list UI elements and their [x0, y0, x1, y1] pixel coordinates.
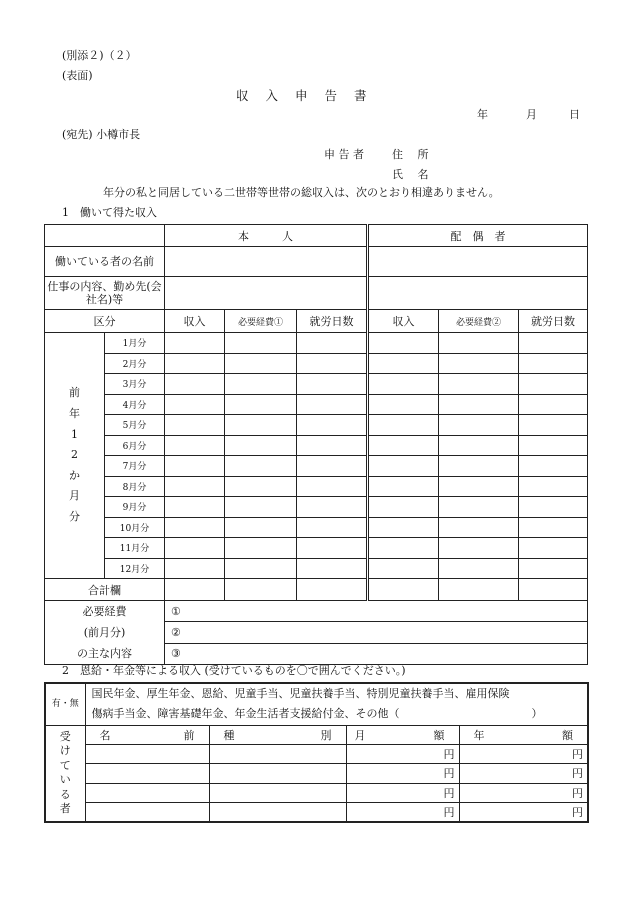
cell[interactable]	[297, 456, 368, 477]
cell[interactable]	[225, 374, 297, 395]
cell[interactable]	[439, 353, 519, 374]
type-header-a: 種	[223, 728, 235, 742]
cell[interactable]	[519, 476, 588, 497]
cell[interactable]	[368, 558, 439, 579]
cell[interactable]	[439, 435, 519, 456]
total-label: 合計欄	[45, 579, 165, 601]
cell[interactable]	[165, 353, 225, 374]
month-label: 7月分	[105, 456, 165, 477]
cell[interactable]	[297, 558, 368, 579]
cell[interactable]	[368, 394, 439, 415]
receiver-char: る	[59, 787, 71, 801]
period-char: 2	[71, 448, 78, 462]
job-content-label: 仕事の内容、勤め先(会社名)等	[45, 277, 165, 310]
monthly-amount-field[interactable]: 円	[346, 803, 459, 823]
spouse-income-header: 収入	[368, 310, 439, 333]
receiver-name-field[interactable]	[85, 803, 209, 823]
cell[interactable]	[297, 538, 368, 559]
cell[interactable]	[225, 456, 297, 477]
cell[interactable]	[439, 333, 519, 354]
cell[interactable]	[519, 394, 588, 415]
self-income-header: 収入	[165, 310, 225, 333]
period-char: か	[69, 468, 80, 482]
year-header-b: 額	[562, 728, 573, 742]
receiver-type-field[interactable]	[209, 783, 346, 803]
cell[interactable]	[297, 497, 368, 518]
col-spouse-header: 配 偶 者	[368, 225, 588, 247]
receiver-name-field[interactable]	[85, 744, 209, 764]
cell[interactable]	[225, 333, 297, 354]
worker-name-label: 働いている者の名前	[45, 247, 165, 277]
cell[interactable]	[165, 456, 225, 477]
date-year-label: 年	[477, 108, 488, 121]
cell[interactable]	[519, 558, 588, 579]
month-label: 2月分	[105, 353, 165, 374]
cell[interactable]	[297, 415, 368, 436]
cell[interactable]	[165, 415, 225, 436]
expense-label-line: 必要経費	[82, 605, 127, 618]
cell[interactable]	[225, 517, 297, 538]
spouse-expense-header: 必要経費②	[439, 310, 519, 333]
cell[interactable]	[368, 517, 439, 538]
cell[interactable]	[368, 415, 439, 436]
receiver-char: て	[59, 758, 71, 772]
cell[interactable]	[519, 333, 588, 354]
work-income-table	[44, 224, 588, 665]
cell[interactable]	[165, 435, 225, 456]
month-label: 11月分	[105, 538, 165, 559]
cell[interactable]	[519, 415, 588, 436]
category-label: 区分	[45, 310, 165, 333]
cell[interactable]	[519, 435, 588, 456]
cell[interactable]	[439, 394, 519, 415]
yes-no-label: 有・無	[45, 683, 85, 725]
month-label: 10月分	[105, 517, 165, 538]
cell[interactable]	[439, 374, 519, 395]
annual-amount-header	[459, 725, 588, 744]
cell[interactable]	[368, 538, 439, 559]
period-label	[45, 333, 105, 579]
expense-content-label	[45, 601, 165, 665]
type-header-b: 別	[320, 728, 332, 742]
cell[interactable]	[439, 579, 519, 601]
cell[interactable]	[165, 374, 225, 395]
cell[interactable]	[165, 579, 225, 601]
month-label: 6月分	[105, 435, 165, 456]
declaration-text: 年分の私と同居している二世帯等世帯の総収入は、次のとおり相違ありません。	[103, 186, 500, 199]
section1-heading: 1 働いて得た収入	[62, 206, 157, 219]
attachment-number: (別添２)（２）	[62, 49, 137, 62]
month-label: 1月分	[105, 333, 165, 354]
cell[interactable]	[297, 517, 368, 538]
month-label: 8月分	[105, 476, 165, 497]
cell[interactable]	[297, 394, 368, 415]
name-header-b: 前	[183, 728, 195, 742]
name-header-a: 名	[99, 728, 111, 742]
cell[interactable]	[225, 394, 297, 415]
receiver-type-field[interactable]	[209, 744, 346, 764]
cell[interactable]	[519, 374, 588, 395]
month-label: 9月分	[105, 497, 165, 518]
section2-heading: 2 恩給・年金等による収入 (受けているものを〇で囲んでください。)	[62, 664, 406, 677]
cell[interactable]	[368, 476, 439, 497]
side-label: (表面)	[62, 69, 93, 82]
cell[interactable]	[519, 517, 588, 538]
cell[interactable]	[165, 517, 225, 538]
annual-amount-field[interactable]: 円	[459, 783, 588, 803]
cell[interactable]	[165, 497, 225, 518]
month-header-b: 額	[433, 728, 445, 742]
year-header-a: 年	[473, 728, 485, 742]
cell[interactable]	[519, 538, 588, 559]
expense-field-2[interactable]: ②	[165, 622, 588, 643]
cell[interactable]	[368, 435, 439, 456]
annual-amount-field[interactable]: 円	[459, 744, 588, 764]
monthly-amount-field[interactable]: 円	[346, 744, 459, 764]
cell[interactable]	[225, 435, 297, 456]
cell[interactable]	[519, 579, 588, 601]
cell[interactable]	[519, 456, 588, 477]
self-expense-header: 必要経費①	[225, 310, 297, 333]
corner-cell	[45, 225, 165, 247]
pension-types[interactable]	[85, 683, 588, 725]
col-self-header: 本 人	[165, 225, 368, 247]
receiver-label	[45, 725, 85, 822]
pension-types-line2: 傷病手当金、障害基礎年金、年金生活者支援給付金、その他（ ）	[91, 707, 543, 721]
cell[interactable]	[439, 415, 519, 436]
pension-types-line1: 国民年金、厚生年金、恩給、児童手当、児童扶養手当、特別児童扶養手当、雇用保険	[91, 687, 510, 701]
cell[interactable]	[368, 353, 439, 374]
monthly-amount-field[interactable]: 円	[346, 764, 459, 784]
month-label: 3月分	[105, 374, 165, 395]
receiver-char: 受	[59, 729, 71, 743]
receiver-name-field[interactable]	[85, 783, 209, 803]
address-label: 住 所	[392, 148, 429, 161]
cell[interactable]	[368, 497, 439, 518]
receiver-name-field[interactable]	[85, 764, 209, 784]
cell[interactable]	[439, 538, 519, 559]
month-label: 5月分	[105, 415, 165, 436]
pension-income-table	[44, 682, 589, 823]
cell[interactable]	[297, 579, 368, 601]
cell[interactable]	[439, 456, 519, 477]
self-worker-name-field[interactable]	[165, 247, 368, 277]
cell[interactable]	[165, 558, 225, 579]
spouse-worker-name-field[interactable]	[368, 247, 588, 277]
month-label: 4月分	[105, 394, 165, 415]
cell[interactable]	[225, 579, 297, 601]
receiver-type-field[interactable]	[209, 803, 346, 823]
period-char: 年	[69, 407, 80, 421]
cell[interactable]	[439, 517, 519, 538]
receiver-char: け	[59, 744, 71, 758]
annual-amount-field[interactable]: 円	[459, 764, 588, 784]
cell[interactable]	[225, 558, 297, 579]
spouse-job-field[interactable]	[368, 277, 588, 310]
cell[interactable]	[297, 435, 368, 456]
monthly-amount-field[interactable]: 円	[346, 783, 459, 803]
cell[interactable]	[225, 476, 297, 497]
self-job-field[interactable]	[165, 277, 368, 310]
cell[interactable]	[519, 353, 588, 374]
page-title: 収入申告書	[236, 88, 384, 103]
period-char: 1	[71, 427, 78, 441]
date-day-label: 日	[569, 108, 580, 121]
cell[interactable]	[225, 538, 297, 559]
cell[interactable]	[368, 456, 439, 477]
addressee: (宛先) 小樽市長	[62, 128, 141, 141]
expense-label-line: の主な内容	[77, 647, 132, 660]
expense-label-line: (前月分)	[83, 626, 126, 639]
expense-field-1[interactable]: ①	[165, 601, 588, 622]
cell[interactable]	[165, 333, 225, 354]
cell[interactable]	[439, 476, 519, 497]
cell[interactable]	[368, 579, 439, 601]
month-header-a: 月	[354, 728, 366, 742]
cell[interactable]	[165, 538, 225, 559]
cell[interactable]	[297, 333, 368, 354]
cell[interactable]	[165, 394, 225, 415]
cell[interactable]	[439, 558, 519, 579]
self-days-header: 就労日数	[297, 310, 368, 333]
cell[interactable]	[225, 415, 297, 436]
period-char: 前	[69, 386, 80, 400]
cell[interactable]	[297, 476, 368, 497]
cell[interactable]	[297, 353, 368, 374]
cell[interactable]	[439, 497, 519, 518]
receiver-char: い	[59, 773, 71, 787]
period-char: 分	[69, 509, 80, 523]
type-header	[209, 725, 346, 744]
cell[interactable]	[368, 333, 439, 354]
expense-field-3[interactable]: ③	[165, 643, 588, 664]
name-header	[85, 725, 209, 744]
period-char: 月	[69, 489, 80, 503]
spouse-days-header: 就労日数	[519, 310, 588, 333]
receiver-type-field[interactable]	[209, 764, 346, 784]
date-month-label: 月	[526, 108, 537, 121]
month-label: 12月分	[105, 558, 165, 579]
cell[interactable]	[165, 476, 225, 497]
name-label: 氏 名	[392, 168, 429, 181]
cell[interactable]	[368, 374, 439, 395]
cell[interactable]	[519, 497, 588, 518]
cell[interactable]	[225, 353, 297, 374]
receiver-char: 者	[59, 802, 71, 816]
annual-amount-field[interactable]: 円	[459, 803, 588, 823]
cell[interactable]	[297, 374, 368, 395]
applicant-label: 申 告 者	[324, 148, 364, 161]
monthly-amount-header	[346, 725, 459, 744]
cell[interactable]	[225, 497, 297, 518]
